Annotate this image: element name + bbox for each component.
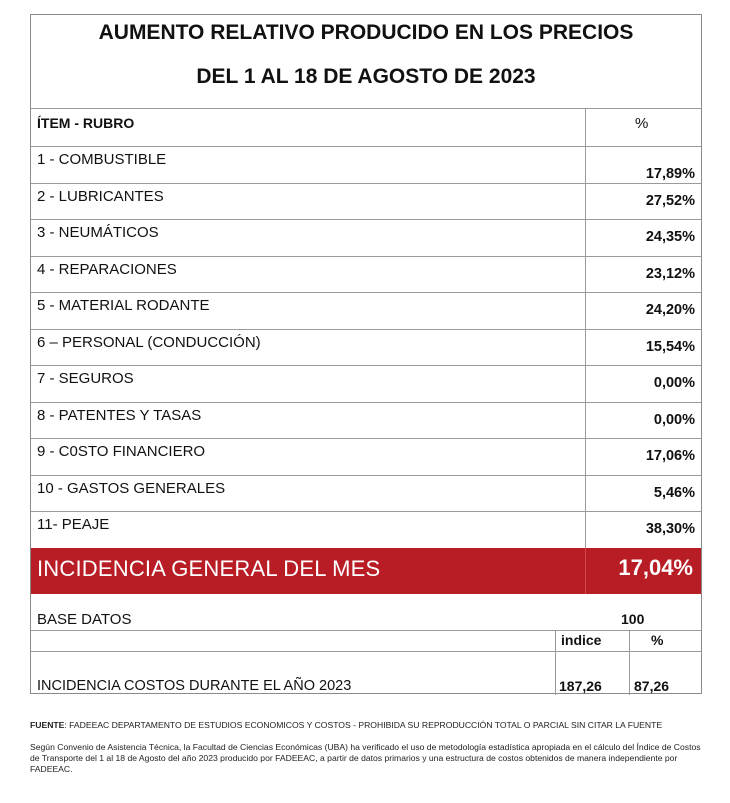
row-label: 9 - C0STO FINANCIERO bbox=[37, 443, 206, 460]
row-value: 38,30% bbox=[645, 521, 695, 537]
source-label: FUENTE bbox=[30, 720, 65, 730]
base-datos-label: BASE DATOS bbox=[37, 611, 132, 628]
row-label: 3 - NEUMÁTICOS bbox=[37, 224, 159, 241]
title-line-2: DEL 1 AL 18 DE AGOSTO DE 2023 bbox=[196, 65, 536, 88]
row-value: 24,20% bbox=[645, 302, 695, 318]
divider bbox=[31, 630, 701, 631]
source-line bbox=[30, 720, 702, 731]
monthly-incidence-label: INCIDENCIA GENERAL DEL MES bbox=[37, 556, 381, 581]
annual-pct-value: 87,26 bbox=[634, 678, 670, 694]
methodology-note: Según Convenio de Asistencia Técnica, la Facultad de Ciencias Económicas (UBA) ha verificado el uso de metodología estadística apropiada en el cálculo del Índice de Costos de Transporte del 1 al 18 de Agosto del año 2023 producido por FADEEAC, a partir de datos primarios y una estructura de costos obtenidos de manera independiente por FADEEAC. bbox=[30, 742, 701, 774]
divider bbox=[31, 146, 701, 147]
row-value: 23,12% bbox=[645, 265, 695, 282]
price-increase-table bbox=[30, 14, 702, 694]
row-label: 5 - MATERIAL RODANTE bbox=[37, 297, 210, 314]
divider bbox=[31, 402, 701, 403]
row-value: 5,46% bbox=[653, 484, 695, 501]
divider bbox=[31, 651, 701, 652]
col-pct-header: % bbox=[651, 632, 664, 648]
column-divider bbox=[629, 630, 630, 695]
monthly-incidence-row bbox=[31, 548, 701, 594]
row-label: 4 - REPARACIONES bbox=[37, 260, 177, 278]
source-text: : FADEEAC DEPARTAMENTO DE ESTUDIOS ECONOMICOS Y COSTOS - PROHIBIDA SU REPRODUCCIÓN TOTAL O PARCIAL SIN CITAR LA FUENTE bbox=[64, 720, 663, 730]
row-label: 7 - SEGUROS bbox=[37, 370, 134, 387]
row-value: 0,00% bbox=[653, 375, 695, 391]
divider bbox=[31, 475, 701, 476]
divider bbox=[31, 292, 701, 293]
column-divider bbox=[585, 548, 586, 594]
row-value: 27,52% bbox=[645, 192, 695, 209]
divider bbox=[31, 511, 701, 512]
divider bbox=[31, 183, 701, 184]
divider bbox=[31, 438, 701, 439]
divider bbox=[31, 256, 701, 257]
monthly-incidence-value: 17,04% bbox=[618, 555, 693, 580]
row-label: 11- PEAJE bbox=[37, 516, 110, 533]
header-pct: % bbox=[635, 115, 649, 132]
row-label: 6 – PERSONAL (CONDUCCIÓN) bbox=[37, 333, 261, 351]
base-datos-value: 100 bbox=[621, 611, 645, 627]
row-label: 10 - GASTOS GENERALES bbox=[37, 479, 226, 497]
row-label: 8 - PATENTES Y TASAS bbox=[37, 406, 202, 424]
divider bbox=[31, 365, 701, 366]
annual-indice-value: 187,26 bbox=[559, 678, 602, 694]
title-line-1: AUMENTO RELATIVO PRODUCIDO EN LOS PRECIOS bbox=[98, 21, 634, 44]
row-value: 24,35% bbox=[645, 229, 695, 245]
row-value: 17,89% bbox=[645, 166, 695, 182]
annual-incidence-label: INCIDENCIA COSTOS DURANTE EL AÑO 2023 bbox=[37, 678, 352, 694]
row-label: 1 - COMBUSTIBLE bbox=[37, 151, 167, 168]
divider bbox=[31, 108, 701, 109]
row-value: 0,00% bbox=[653, 411, 695, 428]
divider bbox=[31, 219, 701, 220]
col-indice-header: indice bbox=[561, 632, 602, 648]
divider bbox=[31, 329, 701, 330]
row-label: 2 - LUBRICANTES bbox=[37, 187, 164, 205]
row-value: 15,54% bbox=[645, 338, 695, 355]
row-value: 17,06% bbox=[645, 448, 695, 464]
header-item: ÍTEM - RUBRO bbox=[37, 115, 135, 131]
column-divider bbox=[555, 630, 556, 695]
